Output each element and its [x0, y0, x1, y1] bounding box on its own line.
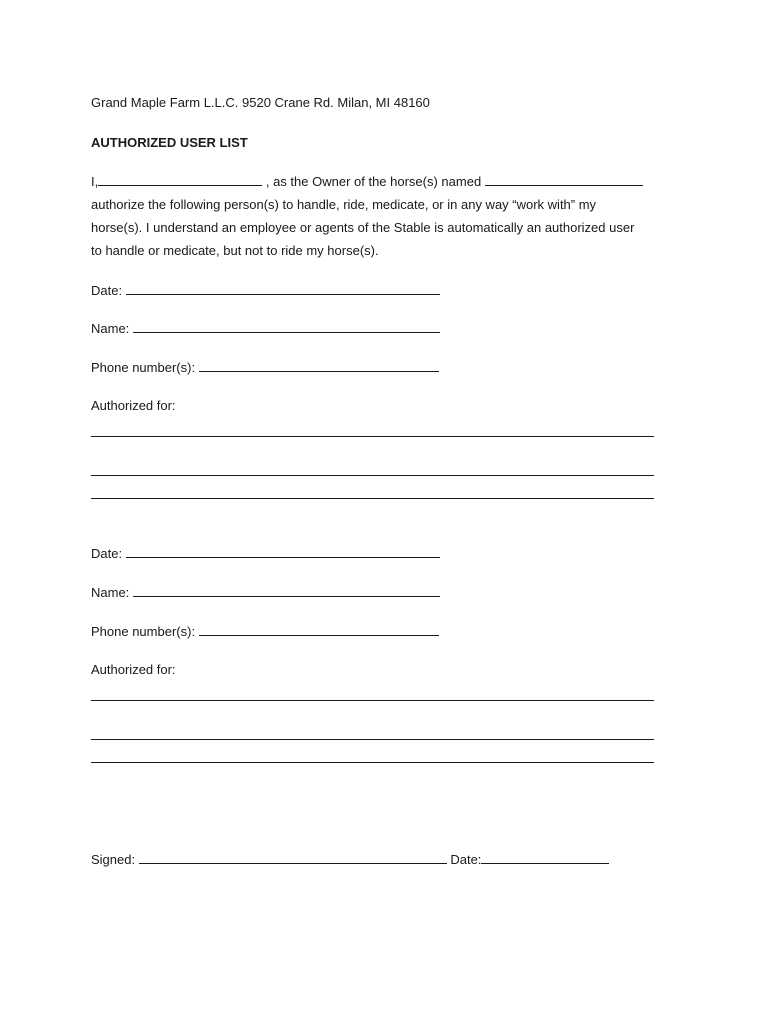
entry-1-date-row — [91, 282, 440, 299]
signature-row — [91, 851, 609, 868]
entry-1-authorized-line-2[interactable] — [91, 475, 654, 476]
entry-1-authorized-line-3[interactable] — [91, 498, 654, 499]
entry-2-authorized-line-3[interactable] — [91, 762, 654, 763]
entry-2-date-row — [91, 545, 440, 562]
intro-line-2: authorize the following person(s) to handle, ride, medicate, or in any way “work with” my — [91, 197, 597, 212]
entry-2-phone-row — [91, 623, 439, 640]
entry-2-authorized-line-2[interactable] — [91, 739, 654, 740]
intro-line-4: to handle or medicate, but not to ride my horse(s). — [91, 243, 379, 258]
entry-2-authorized-line-1[interactable] — [91, 700, 654, 701]
horse-name-blank[interactable] — [485, 173, 643, 186]
signature-date-blank[interactable] — [481, 851, 609, 864]
entry-1-authorized-line-1[interactable] — [91, 436, 654, 437]
farm-address: Grand Maple Farm L.L.C. 9520 Crane Rd. Milan, MI 48160 — [91, 95, 430, 110]
entry-2-name-row — [91, 584, 440, 601]
entry-2-phone-blank[interactable] — [199, 623, 439, 636]
owner-name-blank[interactable] — [98, 173, 262, 186]
entry-2-name-blank[interactable] — [133, 584, 440, 597]
entry-1-name-label: Name: — [91, 321, 130, 336]
entry-1-phone-row — [91, 359, 439, 376]
entry-1-phone-label: Phone number(s): — [91, 360, 196, 375]
entry-2-authorized-label: Authorized for: — [91, 662, 176, 677]
entry-1-name-row — [91, 320, 440, 337]
entry-1-phone-blank[interactable] — [199, 359, 439, 372]
entry-2-phone-label: Phone number(s): — [91, 624, 196, 639]
intro-line-1 — [91, 173, 643, 190]
entry-1-date-label: Date: — [91, 283, 123, 298]
entry-2-date-label: Date: — [91, 546, 123, 561]
entry-2-date-blank[interactable] — [126, 545, 440, 558]
intro-prefix: I, — [91, 174, 99, 189]
signed-label: Signed: — [91, 852, 136, 867]
entry-1-date-blank[interactable] — [126, 282, 440, 295]
entry-1-name-blank[interactable] — [133, 320, 440, 333]
intro-line-3: horse(s). I understand an employee or agents of the Stable is automatically an authorized user — [91, 220, 635, 235]
entry-2-name-label: Name: — [91, 585, 130, 600]
intro-middle: , as the Owner of the horse(s) named — [265, 174, 482, 189]
document-title: AUTHORIZED USER LIST — [91, 135, 248, 150]
entry-1-authorized-label: Authorized for: — [91, 398, 176, 413]
signature-blank[interactable] — [139, 851, 447, 864]
signature-date-label: Date: — [450, 852, 482, 867]
